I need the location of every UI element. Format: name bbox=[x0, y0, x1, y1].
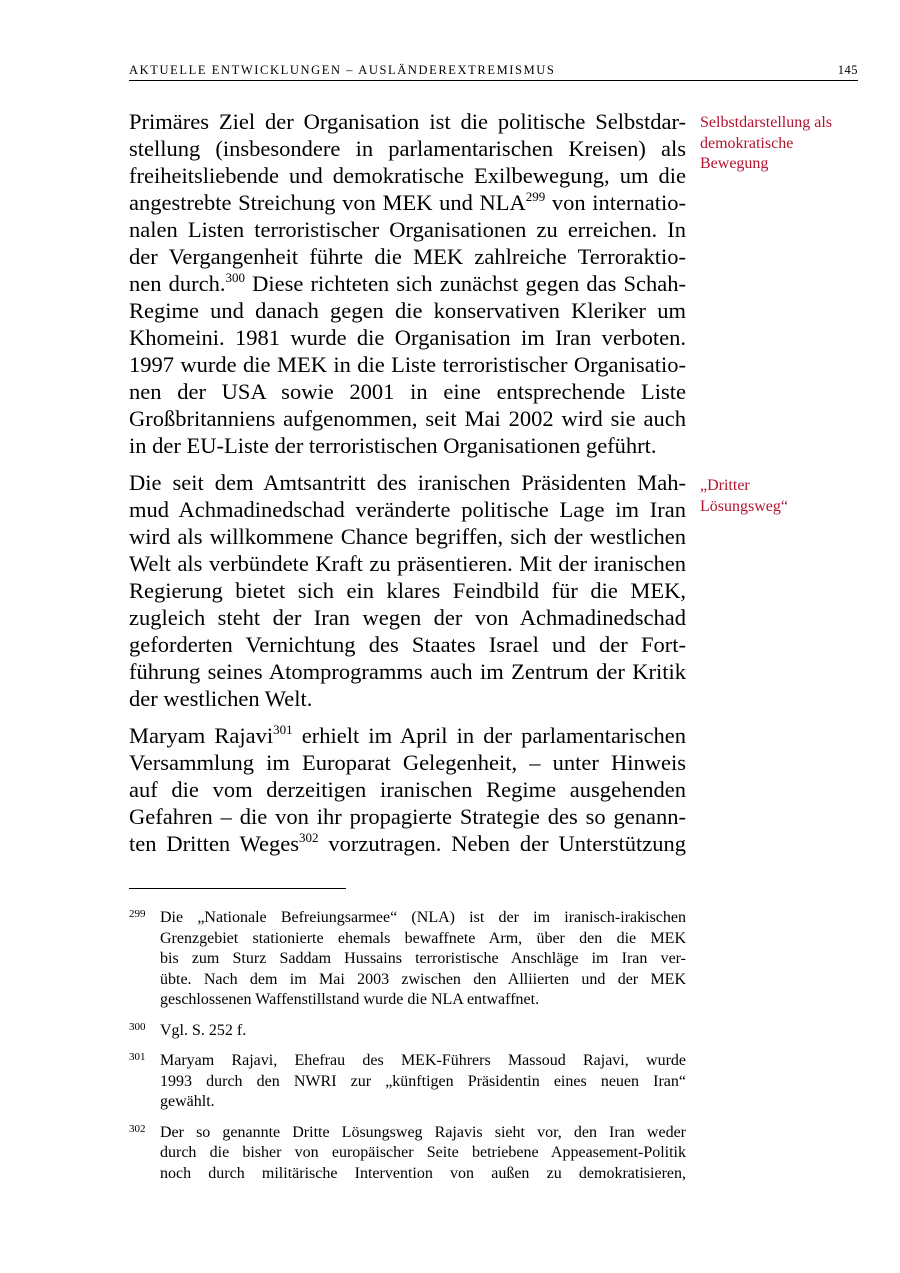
footnote-number: 299 bbox=[129, 908, 146, 920]
text-line: Maryam Rajavi$^{301}$ erhielt im April in der parlamentarischen bbox=[129, 722, 686, 748]
text-line: nen der USA sowie 2001 in eine entsprechende Liste bbox=[129, 379, 686, 404]
text-line: zugleich steht der Iran wegen der von Achmadinedschad bbox=[129, 605, 686, 630]
footnote-separator bbox=[129, 888, 346, 889]
paragraph-3 bbox=[129, 722, 686, 857]
text-line: Primäres Ziel der Organisation ist die politische Selbstdar- bbox=[129, 109, 686, 134]
running-header bbox=[129, 62, 858, 81]
text-line: Gefahren – die von ihr propagierte Strategie des so genann- bbox=[129, 804, 686, 829]
text-line: wird als willkommene Chance begriffen, sich der westlichen bbox=[129, 524, 686, 549]
text-line: 1997 wurde die MEK in die Liste terroristischer Organisatio- bbox=[129, 352, 686, 377]
footnotes bbox=[129, 908, 686, 1194]
text-line: freiheitsliebende und demokratische Exilbewegung, um die bbox=[129, 163, 686, 188]
text-line: nalen Listen terroristischer Organisationen zu erreichen. In bbox=[129, 217, 686, 242]
footnote-302: 302 Der so genannte Dritte Lösungsweg Rajavis sieht vor, den Iran weder durch die bisher von europäischer Seite betriebene Appeasement-Politik noch durch militärische Intervention von außen zu demokratisieren, bbox=[129, 1123, 686, 1185]
text-line: Regierung bietet sich ein klares Feindbild für die MEK, bbox=[129, 578, 686, 603]
text-line: nen durch.$^{300}$ Diese richteten sich zunächst gegen das Schah- bbox=[129, 270, 687, 296]
footnote-number: 300 bbox=[129, 1020, 146, 1033]
text-line: Die seit dem Amtsantritt des iranischen Präsidenten Mah- bbox=[129, 470, 686, 495]
paragraph-1 bbox=[129, 108, 686, 459]
page-number: 145 bbox=[837, 63, 858, 77]
text-line: Versammlung im Europarat Gelegenheit, – unter Hinweis bbox=[129, 750, 686, 775]
text-line: auf die vom derzeitigen iranischen Regime ausgehenden bbox=[129, 777, 686, 802]
text-line: Großbritanniens aufgenommen, seit Mai 2002 wird sie auch bbox=[129, 406, 686, 431]
footnote-300: 300 Vgl. S. 252 f. bbox=[129, 1021, 686, 1042]
text-line: Welt als verbündete Kraft zu präsentieren. Mit der iranischen bbox=[129, 551, 686, 576]
footnote-ref-300[interactable]: 300 bbox=[225, 270, 245, 285]
marginal-note-selbstdarstellung: Selbstdarstellung als demokratische Bewegung bbox=[700, 114, 832, 172]
footnote-number: 301 bbox=[129, 1051, 146, 1063]
text-line: Regime und danach gegen die konservativen Kleriker um bbox=[129, 298, 686, 323]
text-line: der westlichen Welt. bbox=[129, 686, 313, 711]
marginal-note-dritter-loesungsweg: „Dritter Lösungsweg“ bbox=[700, 477, 788, 515]
paragraph-2 bbox=[129, 469, 686, 712]
text-line: in der EU-Liste der terroristischen Organisationen geführt. bbox=[129, 433, 657, 458]
text-line: angestrebte Streichung von MEK und NLA$^{299}$ von internatio- bbox=[129, 189, 687, 215]
text-line: Khomeini. 1981 wurde die Organisation im Iran verboten. bbox=[129, 325, 686, 350]
text-line: stellung (insbesondere in parlamentarischen Kreisen) als bbox=[129, 136, 686, 161]
footnote-299: 299 Die „Nationale Befreiungsarmee“ (NLA) ist der im iranisch-irakischen Grenzgebiet stationierte ehemals bewaffnete Arm, über den die MEK bis zum Sturz Saddam Hussains terroristische Anschläge im Iran ver- übte. Nach dem im Mai 2003 zwischen den Alliierten und der MEK geschlossenen Waffenstillstand wurde die NLA entwaffnet. bbox=[129, 908, 686, 1011]
footnote-number: 302 bbox=[129, 1122, 146, 1135]
main-text bbox=[129, 108, 686, 867]
text-line: ten Dritten Weges$^{302}$ vorzutragen. Neben der Unterstützung bbox=[129, 830, 686, 856]
footnote-ref-299[interactable]: 299 bbox=[525, 189, 546, 204]
text-line: führung seines Atomprogramms auch im Zentrum der Kritik bbox=[129, 659, 686, 684]
text-line: geforderten Vernichtung des Staates Israel und der Fort- bbox=[129, 632, 686, 657]
text-line: mud Achmadinedschad veränderte politische Lage im Iran bbox=[129, 497, 686, 522]
footnote-ref-301[interactable]: 301 bbox=[273, 722, 293, 737]
text-line: der Vergangenheit führte die MEK zahlreiche Terroraktio- bbox=[129, 244, 686, 269]
footnote-ref-302[interactable]: 302 bbox=[298, 830, 319, 845]
running-title: AKTUELLE ENTWICKLUNGEN – AUSLÄNDEREXTREMISMUS bbox=[129, 63, 556, 77]
footnote-301: 301 Maryam Rajavi, Ehefrau des MEK-Führers Massoud Rajavi, wurde 1993 durch den NWRI zur „künftigen Präsidentin eines neuen Iran“ gewählt. bbox=[129, 1051, 686, 1113]
